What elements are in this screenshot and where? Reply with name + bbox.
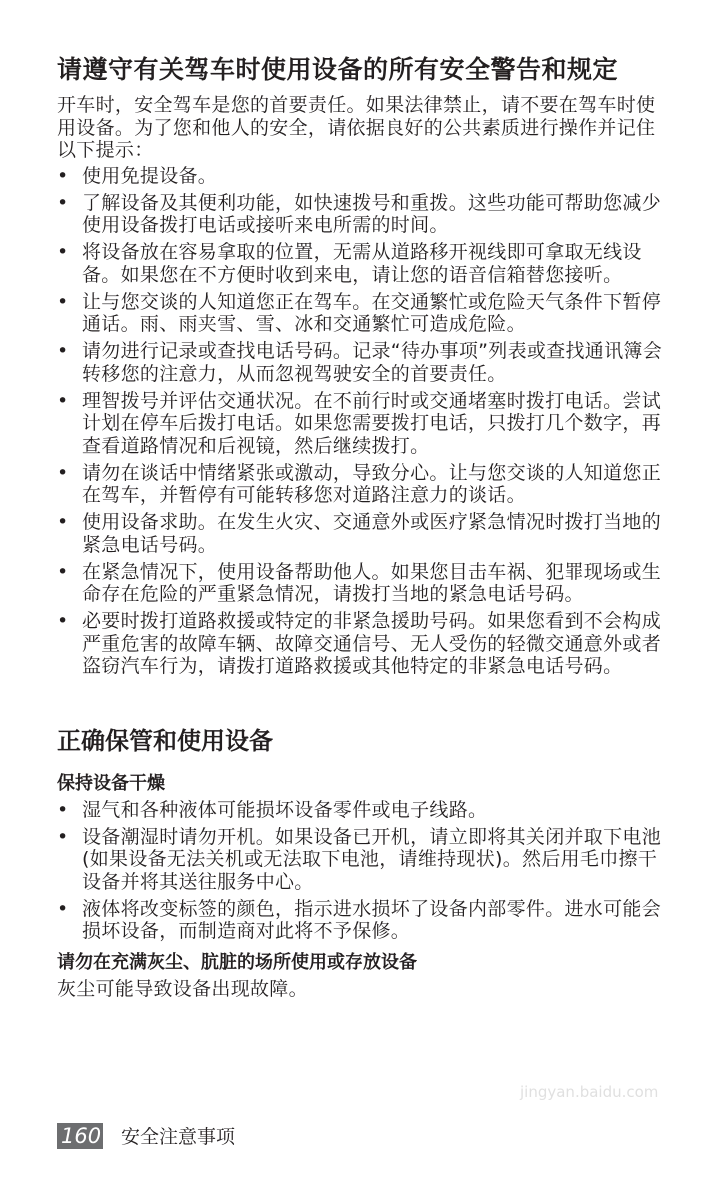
keep-dry-list — [57, 799, 665, 943]
list-item — [57, 610, 665, 678]
list-item — [57, 165, 665, 188]
list-item-text: 理智拨号并评估交通状况。在不前行时或交通堵塞时拨打电话。尝试计划在停车后拨打电话。如果您需要拨打电话，只拨打几个数字，再查看道路情况和后视镜，然后继续拨打。 — [82, 389, 662, 457]
bullet-icon: • — [57, 511, 69, 533]
list-item — [57, 291, 665, 336]
bullet-icon: • — [57, 560, 69, 583]
list-item — [57, 799, 665, 822]
list-item-text: 湿气和各种液体可能损坏设备零件或电子线路。 — [82, 798, 488, 821]
baidu-watermark-logo — [520, 1085, 658, 1101]
list-item-text: 使用免提设备。 — [82, 164, 218, 187]
bullet-icon: • — [57, 461, 69, 484]
intro-paragraph: 开车时，安全驾车是您的首要责任。如果法律禁止，请不要在驾车时使用设备。为了您和他人的安全，请依据良好的公共素质进行操作并记住以下提示： — [57, 94, 656, 161]
list-item — [57, 241, 665, 286]
list-item-text: 必要时拨打道路救援或特定的非紧急援助号码。如果您看到不会构成严重危害的故障车辆、故障交通信号、无人受伤的轻微交通意外或者盗窃汽车行为，请拨打道路救援或其他特定的非紧急电话号码。 — [82, 610, 662, 677]
bullet-icon: • — [57, 164, 69, 187]
list-item — [57, 192, 665, 237]
list-item-text: 使用设备求助。在发生火灾、交通意外或医疗紧急情况时拨打当地的紧急电话号码。 — [82, 511, 662, 556]
list-item-text: 了解设备及其便利功能，如快速拨号和重拨。这些功能可帮助您减少使用设备拨打电话或接听来电所需的时间。 — [82, 191, 662, 236]
page-footer — [57, 1122, 235, 1149]
bullet-icon: • — [57, 897, 69, 920]
driving-tips-list — [57, 165, 665, 678]
section-title-device-care: 正确保管和使用设备 — [57, 726, 273, 755]
list-item — [57, 561, 665, 606]
list-item — [57, 390, 665, 458]
document-page — [57, 52, 665, 1003]
list-item — [57, 898, 665, 943]
bullet-icon: • — [57, 389, 69, 412]
list-item-text: 液体将改变标签的颜色，指示进水损坏了设备内部零件。进水可能会损坏设备，而制造商对此将不予保修。 — [82, 897, 662, 942]
list-item-text: 将设备放在容易拿取的位置，无需从道路移开视线即可拿取无线设备。如果您在不方便时收到来电，请让您的语音信箱替您接听。 — [82, 241, 642, 286]
list-item-text: 在紧急情况下，使用设备帮助他人。如果您目击车祸、犯罪现场或生命存在危险的严重紧急情况，请拨打当地的紧急电话号码。 — [82, 560, 662, 605]
chapter-name: 安全注意事项 — [121, 1126, 236, 1148]
page-number: 160 — [57, 1123, 103, 1149]
bullet-icon: • — [57, 798, 69, 821]
list-item-text: 请勿进行记录或查找电话号码。记录“待办事项”列表或查找通讯簿会转移您的注意力，从而忽视驾驶安全的首要责任。 — [82, 340, 662, 385]
bullet-icon: • — [57, 825, 69, 848]
list-item — [57, 511, 665, 556]
bullet-icon: • — [57, 340, 69, 362]
bullet-icon: • — [57, 610, 69, 632]
list-item — [57, 340, 665, 385]
bullet-icon: • — [57, 191, 69, 214]
dust-paragraph: 灰尘可能导致设备出现故障。 — [57, 977, 308, 1000]
list-item-text: 设备潮湿时请勿开机。如果设备已开机，请立即将其关闭并取下电池 (如果设备无法关机或无法取下电池，请维持现状)。然后用毛巾擦干设备并将其送往服务中心。 — [82, 825, 662, 893]
subsection-title-dust: 请勿在充满灰尘、肮脏的场所使用或存放设备 — [57, 951, 417, 973]
section-title-driving-safety: 请遵守有关驾车时使用设备的所有安全警告和规定 — [57, 55, 619, 84]
list-item — [57, 462, 665, 507]
list-item-text: 让与您交谈的人知道您正在驾车。在交通繁忙或危险天气条件下暂停通话。雨、雨夹雪、雪、冰和交通繁忙可造成危险。 — [82, 290, 662, 335]
list-item-text: 请勿在谈话中情绪紧张或激动，导致分心。让与您交谈的人知道您正在驾车，并暂停有可能转移您对道路注意力的谈话。 — [82, 461, 662, 506]
watermark-url: jingyan.baidu.com — [520, 1083, 659, 1101]
list-item — [57, 826, 665, 894]
subsection-title-keep-dry: 保持设备干燥 — [57, 772, 165, 794]
bullet-icon: • — [57, 290, 69, 313]
bullet-icon: • — [57, 241, 69, 263]
